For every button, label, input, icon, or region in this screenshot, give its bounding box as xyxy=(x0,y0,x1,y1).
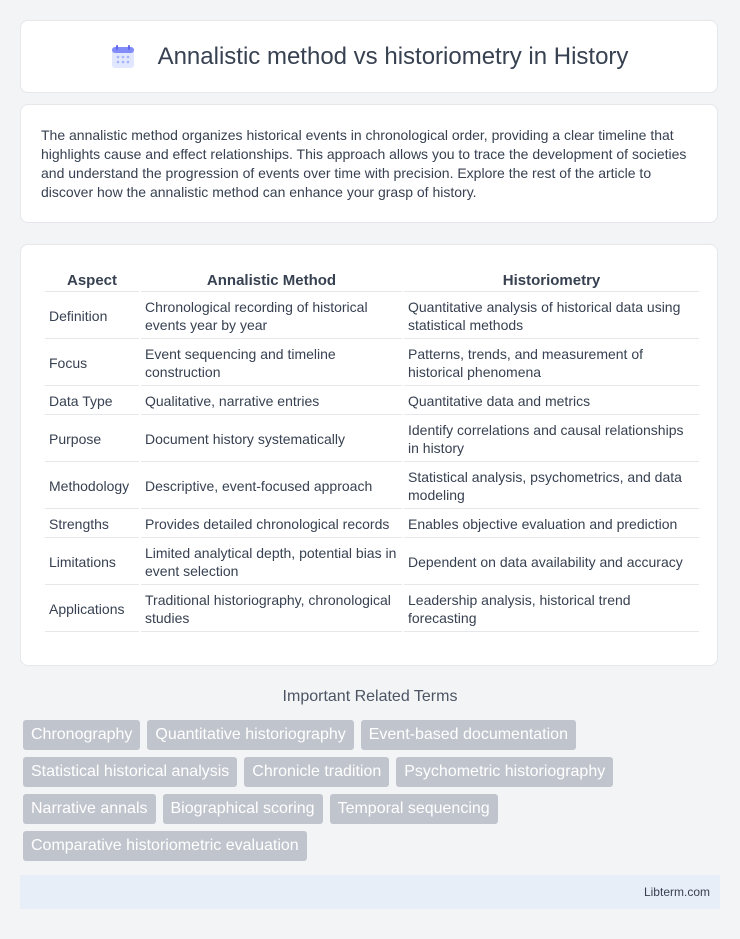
intro-text: The annalistic method organizes historical events in chronological order, providing a clear timeline that highlights cause and effect relationships. This approach allows you to trace the development of societies and understand the progression of events over time with precision. Explore the rest of the article to discover how the annalistic method can enhance your grasp of history. xyxy=(41,127,687,200)
related-term-tag[interactable]: Quantitative historiography xyxy=(147,720,353,750)
column-header: Annalistic Method xyxy=(141,269,402,292)
column-header: Aspect xyxy=(45,269,139,292)
column-header: Historiometry xyxy=(404,269,699,292)
table-row xyxy=(45,294,699,339)
table-row xyxy=(45,540,699,585)
related-term-tag[interactable]: Chronography xyxy=(23,720,140,750)
header-card xyxy=(20,20,718,93)
related-term-tag[interactable]: Chronicle tradition xyxy=(244,757,389,787)
footer xyxy=(20,875,720,909)
historiometry-cell: Patterns, trends, and measurement of historical phenomena xyxy=(404,341,699,386)
footer-brand[interactable]: Libterm.com xyxy=(643,885,710,899)
aspect-cell: Limitations xyxy=(45,540,139,585)
calendar-icon xyxy=(110,44,136,70)
annalistic-cell: Limited analytical depth, potential bias in event selection xyxy=(141,540,402,585)
aspect-cell: Methodology xyxy=(45,464,139,509)
comparison-table xyxy=(43,267,701,634)
related-term-tag[interactable]: Temporal sequencing xyxy=(330,794,498,824)
related-terms-list xyxy=(23,720,723,868)
annalistic-cell: Provides detailed chronological records xyxy=(141,511,402,538)
related-term-tag[interactable]: Comparative historiometric evaluation xyxy=(23,831,307,861)
aspect-cell: Strengths xyxy=(45,511,139,538)
related-terms-title: Important Related Terms xyxy=(282,688,458,705)
historiometry-cell: Leadership analysis, historical trend forecasting xyxy=(404,587,699,632)
annalistic-cell: Descriptive, event-focused approach xyxy=(141,464,402,509)
historiometry-cell: Enables objective evaluation and prediction xyxy=(404,511,699,538)
historiometry-cell: Dependent on data availability and accuracy xyxy=(404,540,699,585)
table-row xyxy=(45,511,699,538)
table-header-row xyxy=(45,269,699,292)
related-term-tag[interactable]: Event-based documentation xyxy=(361,720,576,750)
annalistic-cell: Qualitative, narrative entries xyxy=(141,388,402,415)
related-term-tag[interactable]: Biographical scoring xyxy=(163,794,323,824)
intro-card xyxy=(20,104,718,223)
historiometry-cell: Quantitative analysis of historical data using statistical methods xyxy=(404,294,699,339)
related-term-tag[interactable]: Narrative annals xyxy=(23,794,156,824)
aspect-cell: Focus xyxy=(45,341,139,386)
related-term-tag[interactable]: Statistical historical analysis xyxy=(23,757,237,787)
aspect-cell: Purpose xyxy=(45,417,139,462)
table-row xyxy=(45,341,699,386)
comparison-card xyxy=(20,244,718,666)
aspect-cell: Data Type xyxy=(45,388,139,415)
table-row xyxy=(45,587,699,632)
annalistic-cell: Event sequencing and timeline construction xyxy=(141,341,402,386)
aspect-cell: Definition xyxy=(45,294,139,339)
historiometry-cell: Quantitative data and metrics xyxy=(404,388,699,415)
historiometry-cell: Identify correlations and causal relationships in history xyxy=(404,417,699,462)
table-row xyxy=(45,417,699,462)
table-row xyxy=(45,388,699,415)
page-title: Annalistic method vs historiometry in History xyxy=(157,42,629,70)
table-row xyxy=(45,464,699,509)
related-term-tag[interactable]: Psychometric historiography xyxy=(396,757,613,787)
annalistic-cell: Traditional historiography, chronological studies xyxy=(141,587,402,632)
aspect-cell: Applications xyxy=(45,587,139,632)
annalistic-cell: Document history systematically xyxy=(141,417,402,462)
annalistic-cell: Chronological recording of historical events year by year xyxy=(141,294,402,339)
historiometry-cell: Statistical analysis, psychometrics, and data modeling xyxy=(404,464,699,509)
